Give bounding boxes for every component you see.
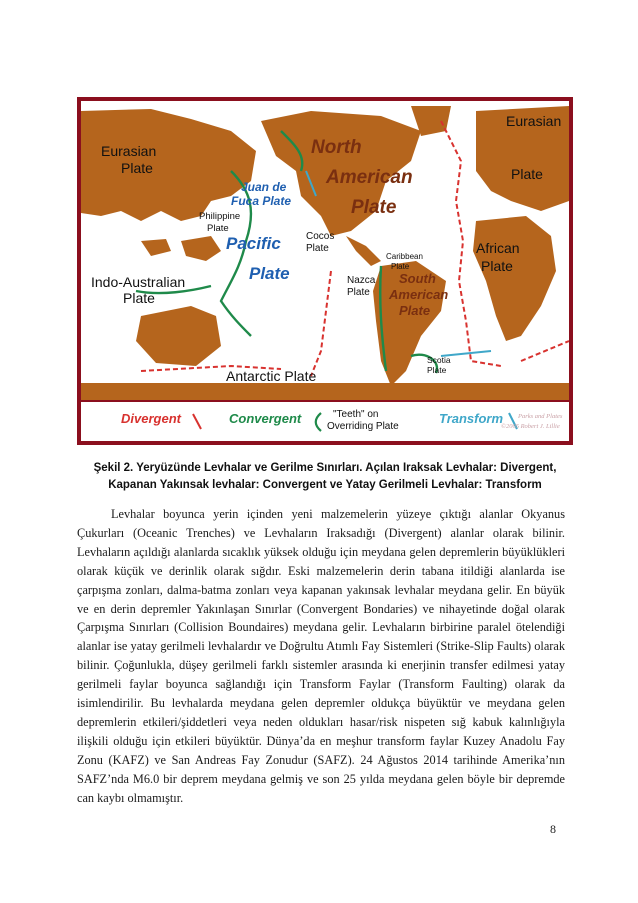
label-philippine-2: Plate bbox=[207, 223, 229, 234]
label-philippine-1: Philippine bbox=[199, 211, 241, 222]
map-svg bbox=[81, 101, 569, 441]
antarctica bbox=[81, 383, 569, 401]
credit-line-1: Parks and Plates bbox=[518, 413, 563, 420]
label-african-1: African bbox=[476, 240, 520, 256]
label-cocos-2: Plate bbox=[306, 243, 329, 254]
legend-transform: Transform bbox=[439, 411, 504, 426]
label-antarctic: Antarctic Plate bbox=[226, 368, 317, 384]
legend-teeth-1: "Teeth" on bbox=[333, 409, 379, 420]
label-caribbean-2: Plate bbox=[391, 262, 410, 271]
caption-line-1: Şekil 2. Yeryüzünde Levhalar ve Gerilme Sınırları. Açılan Iraksak Levhalar: Divergent, bbox=[93, 462, 557, 474]
legend-convergent: Convergent bbox=[229, 411, 302, 426]
body-paragraph-container bbox=[77, 505, 565, 808]
label-eurasian-right-1: Eurasian bbox=[506, 113, 562, 129]
label-juan-de-fuca-1: Juan de bbox=[241, 180, 287, 194]
label-scotia-2: Plate bbox=[427, 365, 447, 375]
label-indo-australian-1: Indo-Australian bbox=[91, 274, 186, 290]
label-eurasian-right-2: Plate bbox=[511, 166, 543, 182]
plate-boundaries-figure bbox=[77, 97, 573, 445]
label-scotia-1: Scotia bbox=[427, 355, 451, 365]
figure-caption bbox=[70, 460, 580, 494]
label-pacific-2: Plate bbox=[249, 264, 290, 283]
label-caribbean-1: Caribbean bbox=[386, 252, 423, 261]
label-eurasian-left-2: Plate bbox=[121, 160, 153, 176]
legend-teeth-2: Overriding Plate bbox=[327, 421, 399, 432]
label-pacific-1: Pacific bbox=[226, 234, 281, 253]
label-south-american-3: Plate bbox=[399, 303, 431, 318]
label-juan-de-fuca-2: Fuca Plate bbox=[231, 194, 292, 208]
label-indo-australian-2: Plate bbox=[123, 290, 155, 306]
label-south-american-1: South bbox=[399, 271, 436, 286]
label-nazca-1: Nazca bbox=[347, 275, 376, 286]
label-eurasian-left-1: Eurasian bbox=[101, 143, 157, 159]
legend-divergent: Divergent bbox=[121, 411, 181, 426]
label-cocos-1: Cocos bbox=[306, 231, 335, 242]
world-plate-map bbox=[81, 101, 569, 441]
label-south-american-2: American bbox=[389, 287, 449, 302]
label-north-american-3: Plate bbox=[351, 197, 397, 218]
page-number: 8 bbox=[550, 822, 556, 836]
caption-line-2: Kapanan Yakınsak levhalar: Convergent ve Yatay Gerilmeli Levhalar: Transform bbox=[108, 479, 542, 491]
label-african-2: Plate bbox=[481, 258, 513, 274]
label-north-american-2: American bbox=[326, 167, 413, 188]
body-paragraph: Levhalar boyunca yerin içinden yeni malzemelerin yüzeye çıktığı alanlar Okyanus Çukurları (Oceanic Trenches) ve Levhaların Iraksadığı (Divergent) alanlar olarak bilinir. Levhaların açıldığı alanlarda sıcaklık yüksek olduğu için meydana gelen depremlerin büyüklükleri olarak küçük ve derinlik olarak sığdır. Eski malzemelerin derin tabana itildiği alanlarda ise çarpışma zonları, dalma-batma zonları veya kapanan yakınsak levhalar meydana gelir. En büyük ve en derin depremler Yakınlaşan Sınırlar (Convergent Bondaries) ve nihayetinde doğal olarak Çarpışma Sınırları (Collision Boundaires) meydana gelir. Levhaların birbirine paralel ötelendiği alanlar ise yatay gerilmeli levhalardır ve Doğrultu Atımlı Fay Sistemleri (Strike-Slip Faults) olarak bilinir. Çoğunlukla, düşey gerilmeli farklı sistemler arasında ki enerjinin transfer edilmesi yatay gerilmeli faylar boyunca sağlandığı için Transform Faylar (Transform Faulting) olarak da isimlendirilir. Bu levhalarda meydana gelen depremler oldukça büyüktür ve meydana gelen depremlerin etkileri/şiddetleri veya neden oldukları hasar/risk nispeten sığ kabuk kalınlığıyla ilişkili olduğu için etkileri büyüktür. Dünya’da en meşhur transform faylar Kuzey Anadolu Fay Zonu (KAFZ) ve San Andreas Fay Zonudur (SAFZ). 24 Ağustos 2014 tarihinde Amerika’nın SAFZ’nda M6.0 bir deprem meydana gelmiş ve son 25 yılda meydana gelen böyle bir depremde can kaybı olmamıştır. bbox=[77, 507, 565, 805]
label-north-american-1: North bbox=[311, 137, 362, 158]
label-nazca-2: Plate bbox=[347, 287, 370, 298]
credit-line-2: ©2005 Robert J. Lillie bbox=[501, 423, 560, 430]
